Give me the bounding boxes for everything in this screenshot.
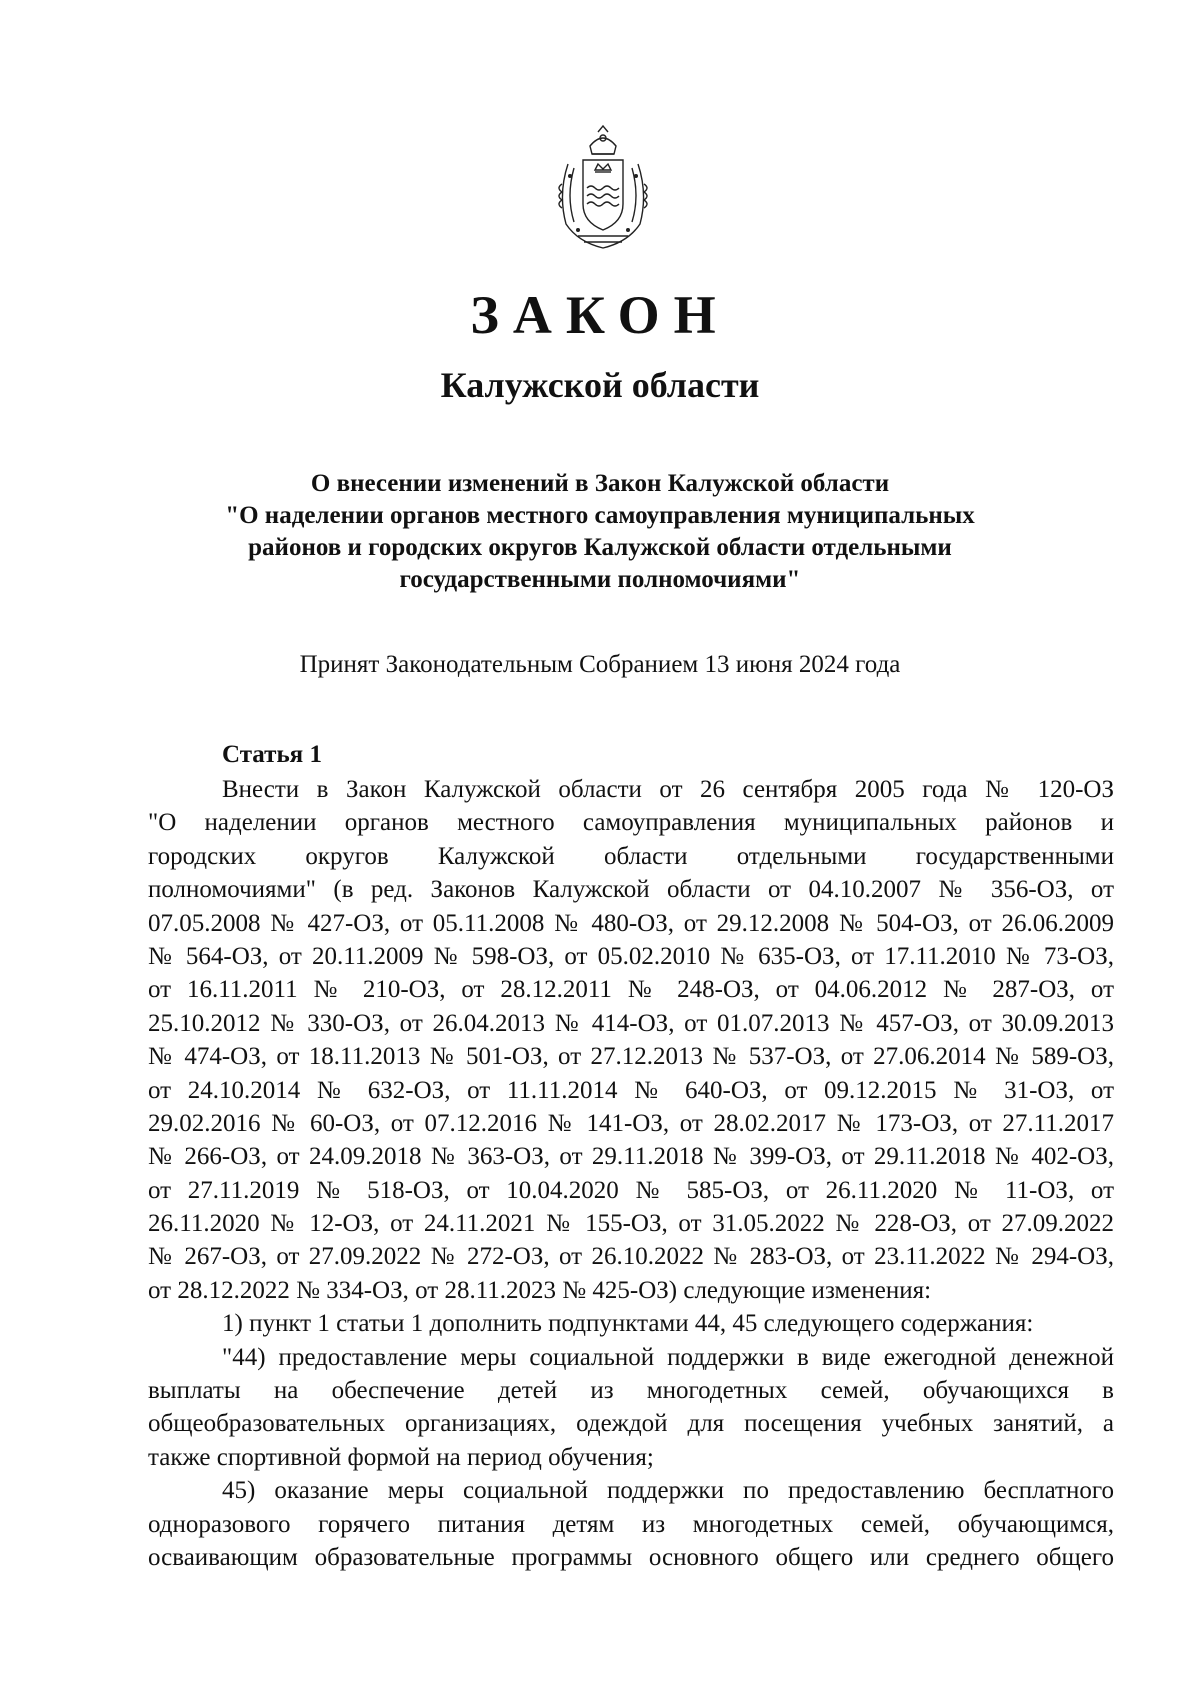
law-title-line: О внесении изменений в Закон Калужской области — [310, 470, 890, 497]
body-line: 26.11.2020 № 12-ОЗ, от 24.11.2021 № 155-ОЗ, от 31.05.2022 № 228-ОЗ, от 27.09.2022 — [148, 1210, 1114, 1238]
body-line: 29.02.2016 № 60-ОЗ, от 07.12.2016 № 141-ОЗ, от 28.02.2017 № 173-ОЗ, от 27.11.2017 — [148, 1109, 1114, 1137]
body-line: 07.05.2008 № 427-ОЗ, от 05.11.2008 № 480-ОЗ, от 29.12.2008 № 504-ОЗ, от 26.06.2009 — [148, 909, 1114, 937]
body-line: 1) пункт 1 статьи 1 дополнить подпунктами 44, 45 следующего содержания: — [222, 1310, 1034, 1338]
law-title-line: "О наделении органов местного самоуправления муниципальных — [225, 502, 975, 529]
body-line: городских округов Калужской области отдельными государственными — [148, 842, 1114, 870]
document-title: ЗАКОН — [470, 285, 730, 345]
body-line: № 266-ОЗ, от 24.09.2018 № 363-ОЗ, от 29.11.2018 № 399-ОЗ, от 29.11.2018 № 402-ОЗ, — [148, 1143, 1114, 1171]
body-line: 45) оказание меры социальной поддержки по предоставлению бесплатного — [222, 1477, 1114, 1505]
body-line: от 16.11.2011 № 210-ОЗ, от 28.12.2011 № 248-ОЗ, от 04.06.2012 № 287-ОЗ, от — [148, 976, 1114, 1004]
body-line: общеобразовательных организациях, одеждой для посещения учебных занятий, а — [148, 1410, 1114, 1438]
body-line: полномочиями" (в ред. Законов Калужской области от 04.10.2007 № 356-ОЗ, от — [148, 876, 1114, 904]
body-line: 25.10.2012 № 330-ОЗ, от 26.04.2013 № 414-ОЗ, от 01.07.2013 № 457-ОЗ, от 30.09.2013 — [148, 1009, 1114, 1037]
body-line: № 474-ОЗ, от 18.11.2013 № 501-ОЗ, от 27.12.2013 № 537-ОЗ, от 27.06.2014 № 589-ОЗ, — [148, 1043, 1114, 1071]
body-line: от 27.11.2019 № 518-ОЗ, от 10.04.2020 № 585-ОЗ, от 26.11.2020 № 11-ОЗ, от — [148, 1176, 1114, 1204]
law-title-line: районов и городских округов Калужской области отдельными — [248, 534, 952, 561]
article-body — [148, 773, 1114, 1574]
body-line: "О наделении органов местного самоуправления муниципальных районов и — [148, 809, 1114, 837]
body-line: от 28.12.2022 № 334-ОЗ, от 28.11.2023 № 425-ОЗ) следующие изменения: — [148, 1276, 932, 1304]
body-line: также спортивной формой на период обучения; — [148, 1443, 654, 1471]
article-heading: Статья 1 — [222, 741, 322, 768]
body-line: осваивающим образовательные программы основного общего или среднего общего — [148, 1543, 1114, 1571]
body-line: № 267-ОЗ, от 27.09.2022 № 272-ОЗ, от 26.10.2022 № 283-ОЗ, от 23.11.2022 № 294-ОЗ, — [148, 1243, 1114, 1271]
body-line: выплаты на обеспечение детей из многодетных семей, обучающихся в — [148, 1377, 1114, 1405]
body-line: одноразового горячего питания детям из многодетных семей, обучающимся, — [148, 1510, 1114, 1538]
body-line: "44) предоставление меры социальной поддержки в виде ежегодной денежной — [222, 1343, 1114, 1371]
body-line: № 564-ОЗ, от 20.11.2009 № 598-ОЗ, от 05.02.2010 № 635-ОЗ, от 17.11.2010 № 73-ОЗ, — [148, 942, 1114, 970]
law-title-line: государственными полномочиями" — [399, 566, 801, 593]
document-region: Калужской области — [440, 365, 760, 405]
law-title — [180, 468, 1020, 596]
body-line: Внести в Закон Калужской области от 26 сентября 2005 года № 120-ОЗ — [222, 776, 1114, 803]
body-line: от 24.10.2014 № 632-ОЗ, от 11.11.2014 № 640-ОЗ, от 09.12.2015 № 31-ОЗ, от — [148, 1076, 1114, 1104]
adoption-note: Принят Законодательным Собранием 13 июня 2024 года — [299, 651, 901, 678]
coat-of-arms-icon — [548, 124, 658, 256]
